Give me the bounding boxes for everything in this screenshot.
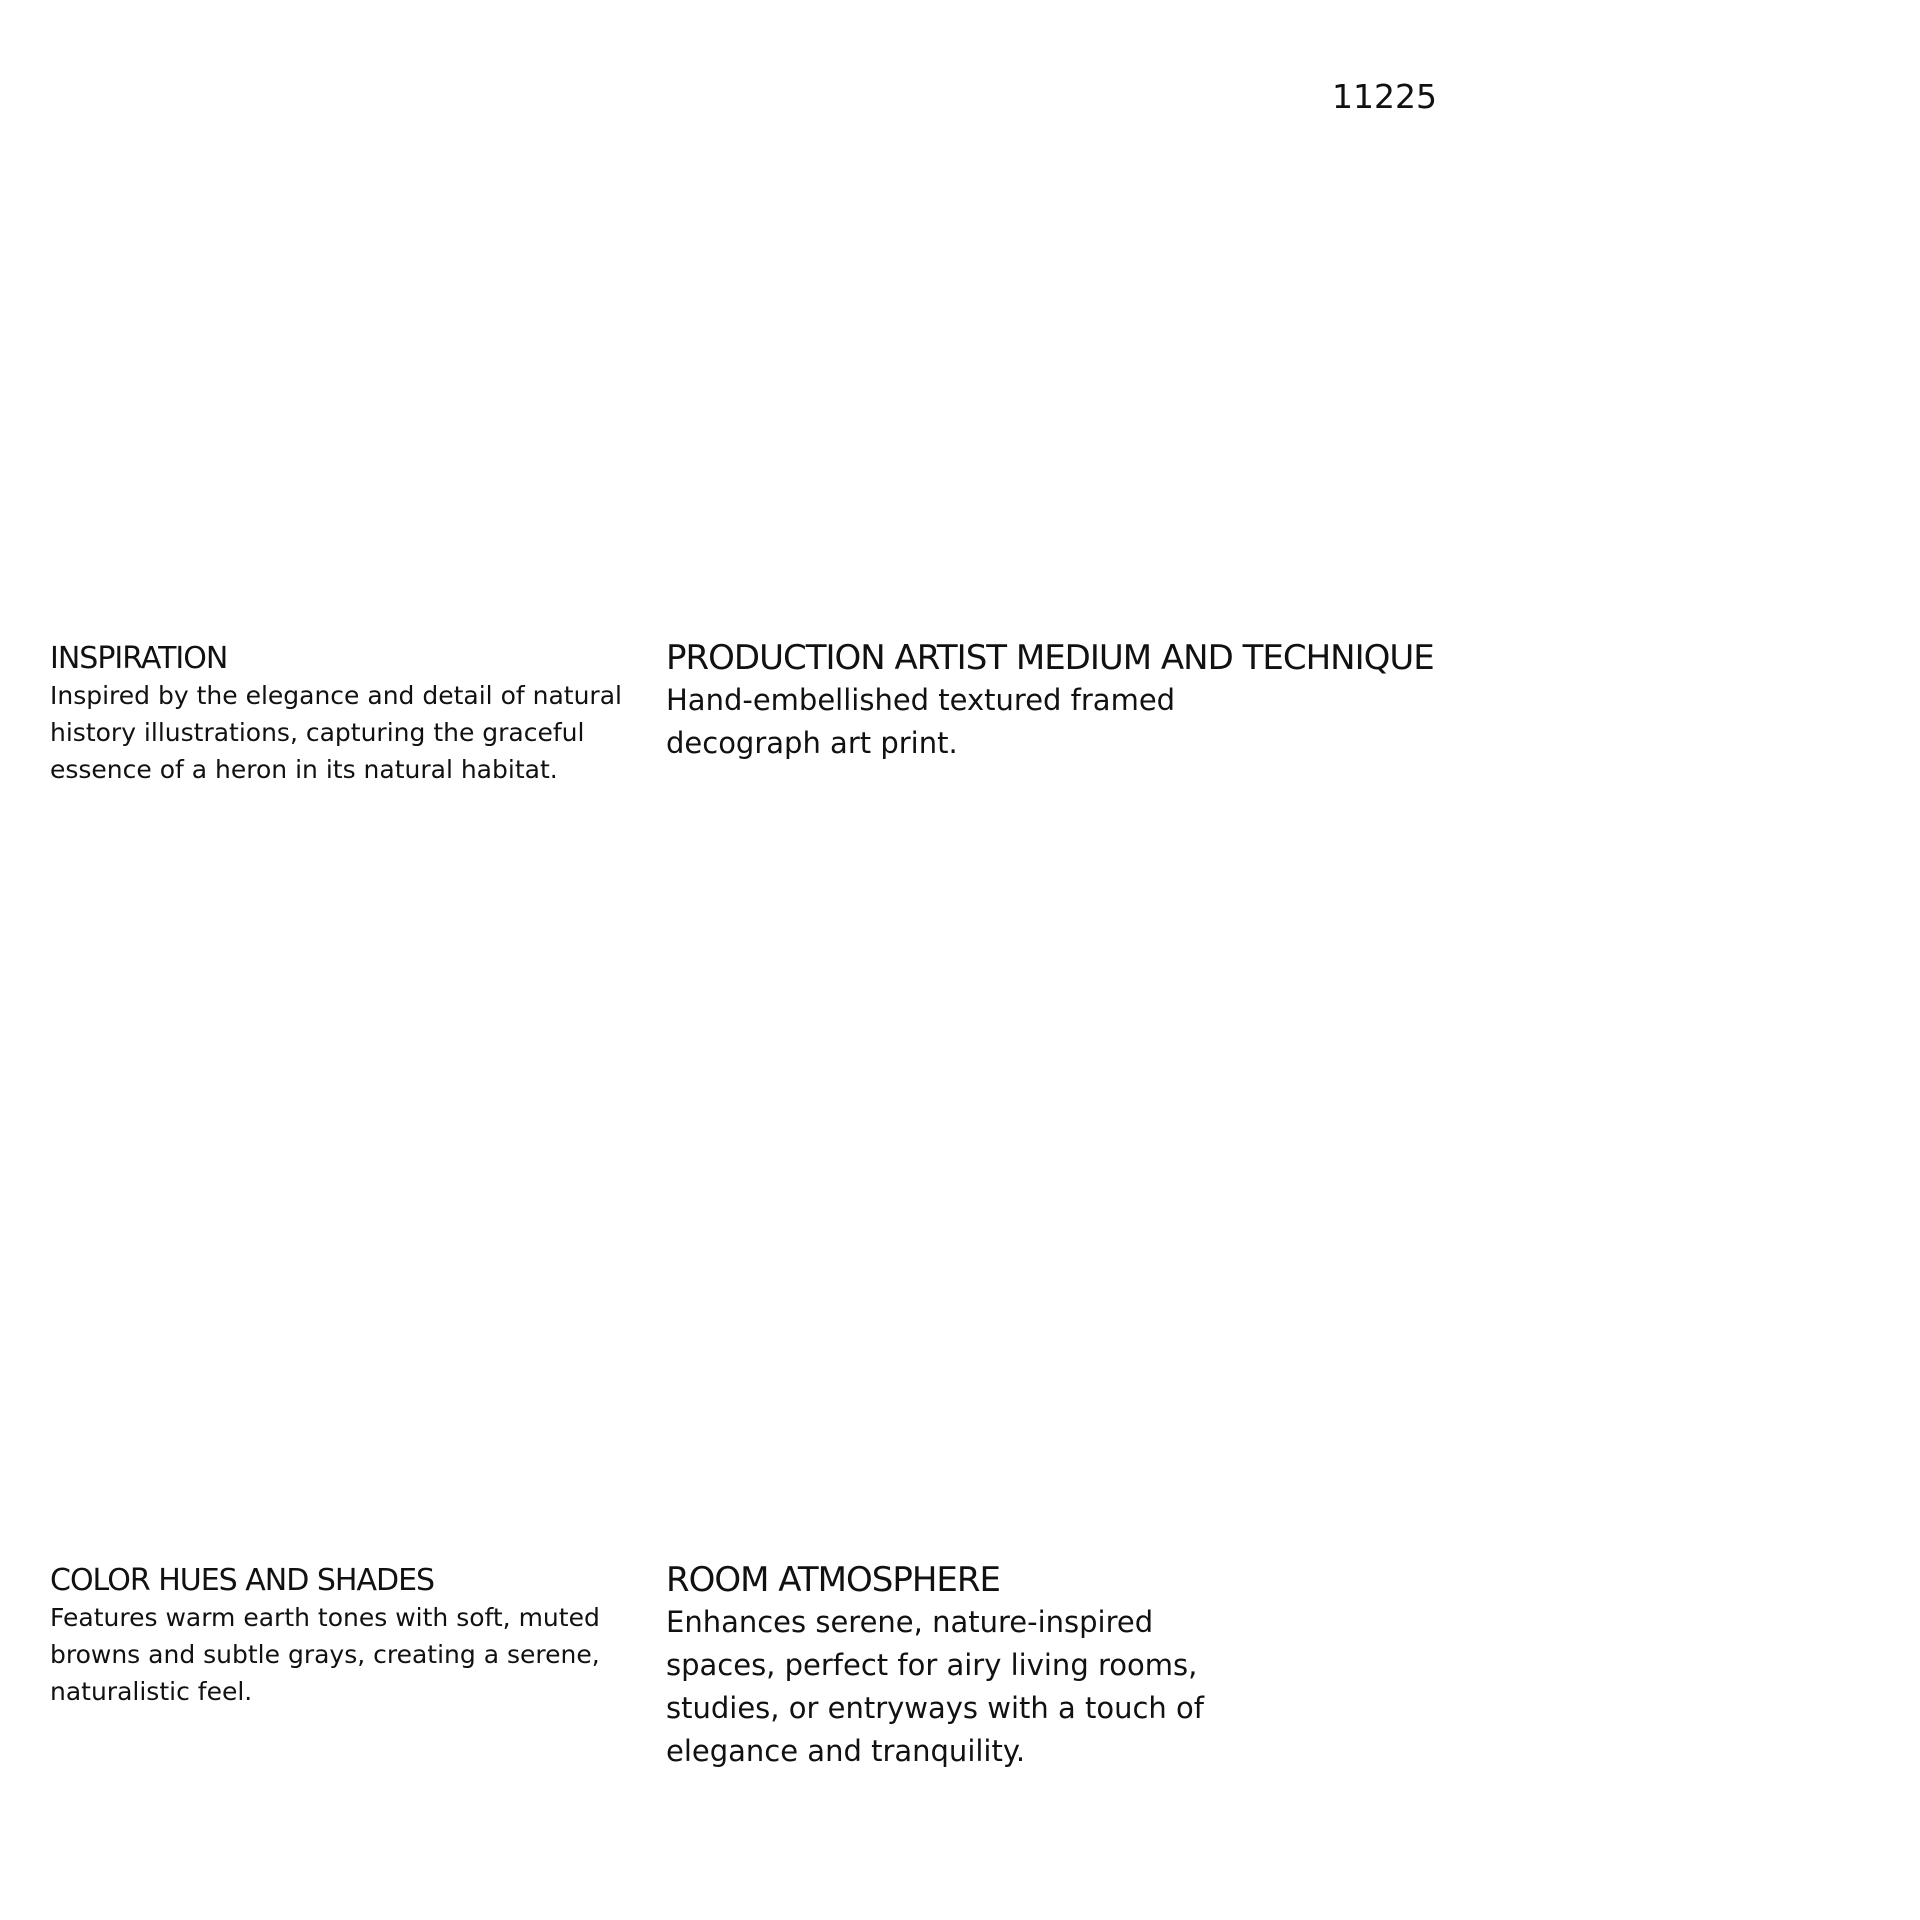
room-atmosphere-section [666, 1560, 1226, 1773]
inspiration-section [50, 640, 625, 788]
inspiration-text: Inspired by the elegance and detail of natural history illustrations, capturing the graceful essence of a heron in its natural habitat. [50, 681, 622, 784]
room-atmosphere-heading: ROOM ATMOSPHERE [666, 1560, 1001, 1600]
color-section [50, 1562, 625, 1710]
production-heading: PRODUCTION ARTIST MEDIUM AND TECHNIQUE [666, 638, 1434, 678]
product-code: 11225 [1332, 77, 1437, 116]
color-heading: COLOR HUES AND SHADES [50, 1563, 435, 1598]
color-text: Features warm earth tones with soft, muted browns and subtle grays, creating a serene, naturalistic feel. [50, 1603, 600, 1706]
inspiration-heading: INSPIRATION [50, 641, 228, 676]
room-atmosphere-text: Enhances serene, nature-inspired spaces, perfect for airy living rooms, studies, or entryways with a touch of elegance and tranquility. [666, 1605, 1204, 1768]
production-section [666, 638, 1434, 765]
production-text: Hand-embellished textured framed decograph art print. [666, 683, 1176, 760]
